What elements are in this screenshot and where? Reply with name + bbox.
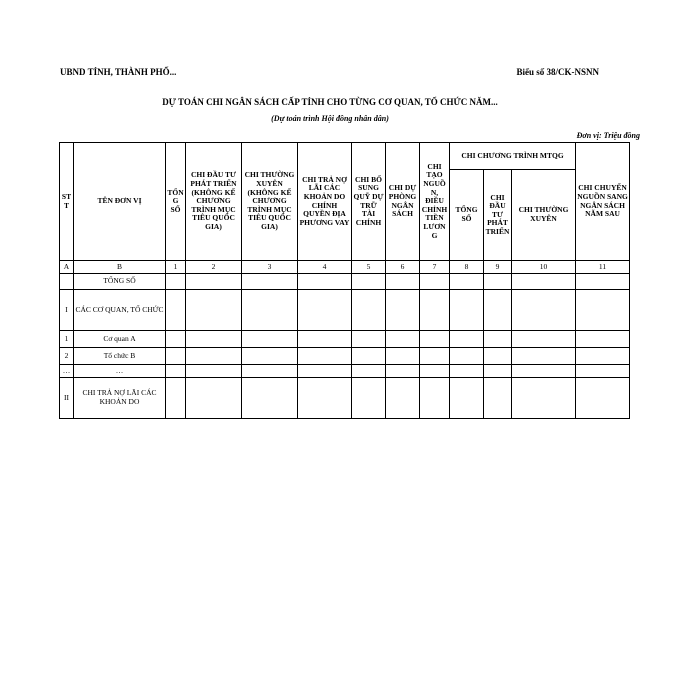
table-row: [60, 348, 630, 365]
col-header-mtqg-investment: CHI ĐẦU TƯ PHÁT TRIỂN: [484, 170, 512, 261]
table-row: [60, 331, 630, 348]
index-cell: 8: [450, 261, 484, 274]
row-stt: II: [60, 378, 74, 419]
col-header-stt: STT: [60, 143, 74, 261]
index-cell: 10: [512, 261, 576, 274]
table-row: [60, 274, 630, 290]
table-row: [60, 290, 630, 331]
row-name: CHI TRẢ NỢ LÃI CÁC KHOẢN DO: [74, 378, 166, 419]
document-title: DỰ TOÁN CHI NGÂN SÁCH CẤP TỈNH CHO TỪNG CƠ QUAN, TỔ CHỨC NĂM...: [162, 97, 498, 107]
col-header-investment: CHI ĐẦU TƯ PHÁT TRIỂN (KHÔNG KỂ CHƯƠNG TRÌNH MỤC TIÊU QUỐC GIA): [186, 143, 242, 261]
col-header-mtqg: CHI CHƯƠNG TRÌNH MTQG: [450, 143, 576, 170]
col-header-carry-over: CHI CHUYỂN NGUỒN SANG NGÂN SÁCH NĂM SAU: [576, 143, 630, 261]
table-row: [60, 365, 630, 378]
form-number: Biểu số 38/CK-NSNN: [516, 67, 599, 77]
index-cell: 2: [186, 261, 242, 274]
row-name: …: [74, 365, 166, 378]
document-subtitle: (Dự toán trình Hội đồng nhân dân): [271, 114, 389, 123]
table-row: [60, 378, 630, 419]
index-cell: 6: [386, 261, 420, 274]
col-header-recurrent: CHI THƯỜNG XUYÊN (KHÔNG KỂ CHƯƠNG TRÌNH MỤC TIÊU QUỐC GIA): [242, 143, 298, 261]
index-cell: 4: [298, 261, 352, 274]
index-cell: 11: [576, 261, 630, 274]
row-stt: [60, 274, 74, 290]
index-cell: 7: [420, 261, 450, 274]
index-cell: B: [74, 261, 166, 274]
row-name: TỔNG SỐ: [74, 274, 166, 290]
row-name: Tổ chức B: [74, 348, 166, 365]
col-header-debt-interest: CHI TRẢ NỢ LÃI CÁC KHOẢN DO CHÍNH QUYỀN ĐỊA PHƯƠNG VAY: [298, 143, 352, 261]
agency-header: UBND TỈNH, THÀNH PHỐ...: [60, 67, 177, 77]
col-header-unit-name: TÊN ĐƠN VỊ: [74, 143, 166, 261]
index-cell: 9: [484, 261, 512, 274]
row-name: Cơ quan A: [74, 331, 166, 348]
index-cell: A: [60, 261, 74, 274]
index-cell: 1: [166, 261, 186, 274]
row-stt: 2: [60, 348, 74, 365]
row-stt: 1: [60, 331, 74, 348]
col-header-mtqg-recurrent: CHI THƯỜNG XUYÊN: [512, 170, 576, 261]
col-header-salary-reform: CHI TẠO NGUỒN, ĐIỀU CHỈNH TIỀN LƯƠNG: [420, 143, 450, 261]
budget-table: [59, 142, 630, 419]
col-header-contingency: CHI DỰ PHÒNG NGÂN SÁCH: [386, 143, 420, 261]
col-header-mtqg-total: TỔNG SỐ: [450, 170, 484, 261]
col-header-total: TỔNG SỐ: [166, 143, 186, 261]
index-cell: 3: [242, 261, 298, 274]
column-index-row: [60, 261, 630, 274]
col-header-reserve-fund: CHI BỔ SUNG QUỸ DỰ TRỮ TÀI CHÍNH: [352, 143, 386, 261]
row-name: CÁC CƠ QUAN, TỔ CHỨC: [74, 290, 166, 331]
unit-label: Đơn vị: Triệu đồng: [576, 131, 640, 140]
row-stt: I: [60, 290, 74, 331]
row-stt: …: [60, 365, 74, 378]
index-cell: 5: [352, 261, 386, 274]
